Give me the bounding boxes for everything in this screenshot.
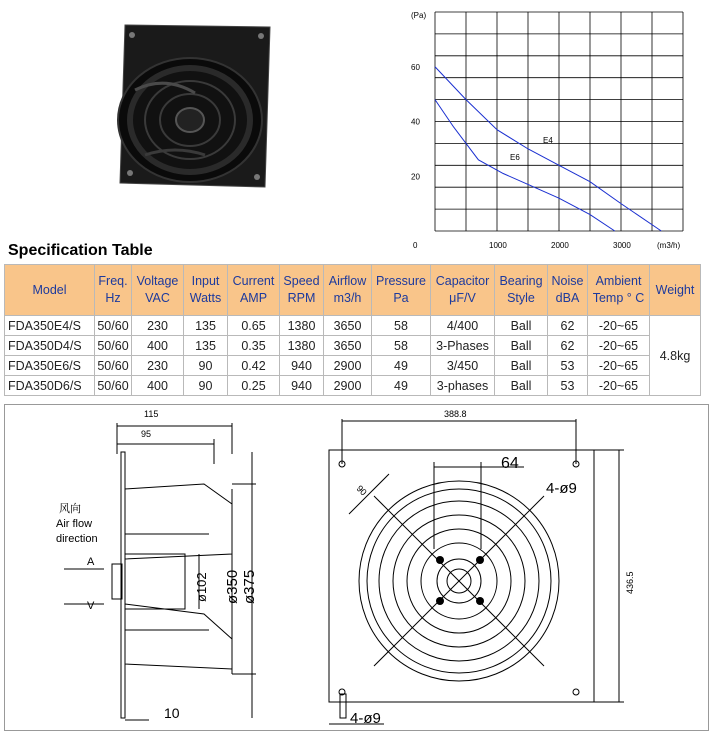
table-cell: 3/450 bbox=[431, 356, 495, 376]
table-cell: 3-Phases bbox=[431, 336, 495, 356]
header-cell bbox=[495, 265, 548, 316]
header-text: Model bbox=[32, 282, 67, 297]
table-cell: 3650 bbox=[324, 336, 372, 356]
table-cell: 0.25 bbox=[228, 376, 280, 396]
table-cell: 940 bbox=[280, 356, 324, 376]
table-cell: 58 bbox=[372, 336, 431, 356]
label-v: V bbox=[87, 600, 95, 612]
table-cell: Ball bbox=[495, 336, 548, 356]
table-cell: 53 bbox=[548, 376, 588, 396]
table-cell: 50/60 bbox=[95, 376, 132, 396]
header-text: Input bbox=[191, 274, 220, 288]
model-cell: FDA350D4/S bbox=[5, 336, 95, 356]
table-cell: 50/60 bbox=[95, 356, 132, 376]
header-text: AMP bbox=[239, 291, 268, 305]
table-cell: 62 bbox=[548, 336, 588, 356]
model-cell: FDA350E6/S bbox=[5, 356, 95, 376]
table-cell: -20~65 bbox=[588, 356, 650, 376]
header-text: Temp ° C bbox=[592, 291, 645, 305]
table-cell: 2900 bbox=[324, 376, 372, 396]
header-cell bbox=[228, 265, 280, 316]
header-text: Speed bbox=[283, 274, 320, 288]
header-cell bbox=[132, 265, 184, 316]
table-row bbox=[5, 316, 701, 336]
header-cell bbox=[372, 265, 431, 316]
header-cell bbox=[650, 265, 701, 316]
dim-64: 64 bbox=[501, 455, 519, 472]
table-cell: 0.35 bbox=[228, 336, 280, 356]
header-text: Style bbox=[507, 291, 535, 305]
series-label-e4: E4 bbox=[543, 136, 553, 145]
table-cell: 135 bbox=[184, 336, 228, 356]
header-text: Noise bbox=[551, 274, 584, 288]
header-cell bbox=[280, 265, 324, 316]
header-text: Freq. bbox=[98, 274, 128, 288]
holes-bottom: 4-ø9 bbox=[350, 710, 381, 727]
header-cell bbox=[548, 265, 588, 316]
airflow-cn: 风向 bbox=[59, 503, 81, 515]
y-tick-label: 20 bbox=[411, 172, 420, 182]
header-text: dBA bbox=[555, 291, 580, 305]
table-cell: 4/400 bbox=[431, 316, 495, 336]
table-cell: 0.65 bbox=[228, 316, 280, 336]
x-tick-label: 3000 bbox=[613, 241, 631, 250]
header-text: VAC bbox=[145, 291, 170, 305]
header-text: m3/h bbox=[333, 291, 362, 305]
dim-350: ø350 bbox=[224, 569, 241, 604]
model-cell: FDA350E4/S bbox=[5, 316, 95, 336]
table-cell: 940 bbox=[280, 376, 324, 396]
x-tick-label: 0 bbox=[413, 241, 418, 250]
table-cell: 400 bbox=[132, 336, 184, 356]
table-cell: 50/60 bbox=[95, 316, 132, 336]
airflow-en2: direction bbox=[56, 533, 98, 545]
table-cell: Ball bbox=[495, 376, 548, 396]
header-text: Airflow bbox=[328, 274, 367, 288]
table-cell: 0.42 bbox=[228, 356, 280, 376]
table-cell: -20~65 bbox=[588, 376, 650, 396]
header-text: Ambient bbox=[595, 274, 642, 288]
fan-photo bbox=[105, 5, 285, 195]
header-cell bbox=[588, 265, 650, 316]
dim-102: ø102 bbox=[194, 572, 209, 602]
label-a: A bbox=[87, 556, 95, 568]
header-text: Bearing bbox=[499, 274, 543, 288]
table-cell: 230 bbox=[132, 356, 184, 376]
table-cell: 1380 bbox=[280, 316, 324, 336]
x-tick-label: 2000 bbox=[551, 241, 569, 250]
table-cell: Ball bbox=[495, 316, 548, 336]
header-text: Capacitor bbox=[435, 274, 490, 288]
x-unit-label: (m3/h) bbox=[657, 241, 681, 250]
dim-115: 115 bbox=[144, 409, 159, 419]
header-text: μF/V bbox=[449, 291, 476, 305]
performance-curve bbox=[405, 4, 710, 256]
table-cell: 230 bbox=[132, 316, 184, 336]
technical-drawing bbox=[4, 404, 709, 731]
header-text: Watts bbox=[189, 291, 222, 305]
table-row bbox=[5, 356, 701, 376]
dim-90: 90 bbox=[354, 483, 369, 498]
dim-10: 10 bbox=[164, 705, 180, 721]
table-cell: 90 bbox=[184, 356, 228, 376]
header-text: RPM bbox=[287, 291, 316, 305]
header-text: Pressure bbox=[375, 274, 427, 288]
header-text: Current bbox=[232, 274, 275, 288]
table-cell: 62 bbox=[548, 316, 588, 336]
table-cell: 58 bbox=[372, 316, 431, 336]
dim-95: 95 bbox=[141, 429, 152, 439]
series-line-e4 bbox=[435, 67, 661, 231]
dim-388: 388.8 bbox=[444, 409, 467, 419]
series-label-e6: E6 bbox=[510, 153, 520, 162]
table-cell: 50/60 bbox=[95, 336, 132, 356]
dim-375: ø375 bbox=[241, 569, 258, 604]
x-tick-label: 1000 bbox=[489, 241, 507, 250]
table-cell: 3-phases bbox=[431, 376, 495, 396]
spec-header-row bbox=[5, 265, 701, 316]
spec-table bbox=[4, 264, 701, 396]
header-cell bbox=[5, 265, 95, 316]
header-cell bbox=[324, 265, 372, 316]
weight-cell: 4.8kg bbox=[650, 316, 701, 396]
header-text: Hz bbox=[105, 291, 121, 305]
table-cell: 3650 bbox=[324, 316, 372, 336]
model-cell: FDA350D6/S bbox=[5, 376, 95, 396]
header-cell bbox=[431, 265, 495, 316]
table-cell: Ball bbox=[495, 356, 548, 376]
table-cell: 1380 bbox=[280, 336, 324, 356]
y-tick-label: 40 bbox=[411, 117, 420, 127]
table-cell: 135 bbox=[184, 316, 228, 336]
airflow-en1: Air flow bbox=[56, 518, 93, 530]
header-cell bbox=[95, 265, 132, 316]
table-cell: 53 bbox=[548, 356, 588, 376]
table-cell: 49 bbox=[372, 376, 431, 396]
table-cell: -20~65 bbox=[588, 316, 650, 336]
table-cell: 49 bbox=[372, 356, 431, 376]
table-row bbox=[5, 336, 701, 356]
y-tick-label: 60 bbox=[411, 62, 420, 72]
header-text: Pa bbox=[393, 291, 409, 305]
spec-title: Specification Table bbox=[8, 242, 153, 259]
table-cell: 2900 bbox=[324, 356, 372, 376]
header-cell bbox=[184, 265, 228, 316]
header-text: Voltage bbox=[136, 274, 179, 288]
y-unit-label: (Pa) bbox=[411, 11, 427, 20]
dim-436: 436.5 bbox=[625, 571, 635, 594]
table-cell: 400 bbox=[132, 376, 184, 396]
table-cell: 90 bbox=[184, 376, 228, 396]
header-text: Weight bbox=[655, 282, 695, 297]
table-row bbox=[5, 376, 701, 396]
holes-top: 4-ø9 bbox=[546, 480, 577, 497]
table-cell: -20~65 bbox=[588, 336, 650, 356]
